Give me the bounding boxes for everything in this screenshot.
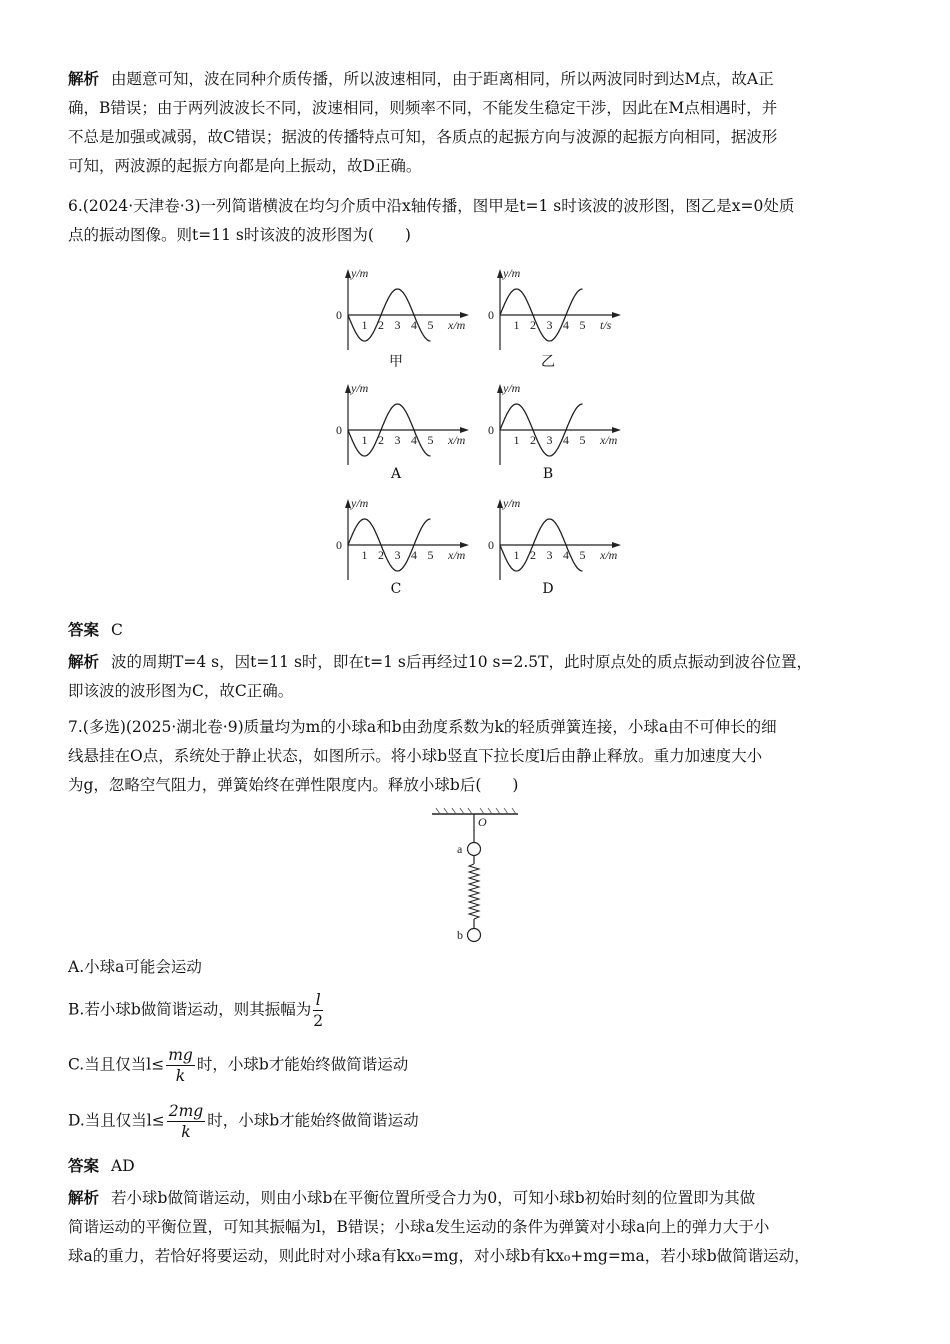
tick-label: 3 xyxy=(394,318,401,332)
q6-analysis xyxy=(68,648,890,706)
y-axis-label: y/m xyxy=(503,496,521,510)
spring-figure-svg xyxy=(430,808,525,948)
option-b xyxy=(68,990,890,1031)
axes xyxy=(348,388,463,465)
point-o-label: O xyxy=(478,815,487,829)
q6-analysis-line: 即该波的波形图为C，故C正确。 xyxy=(68,682,294,700)
x-axis-label: x/m xyxy=(448,548,466,562)
y-axis-label: y/m xyxy=(351,381,369,395)
tick-label: 1 xyxy=(361,433,368,447)
fraction-num: l xyxy=(313,990,323,1011)
origin-label: 0 xyxy=(488,423,494,437)
option-c-text: 时，小球b才能始终做简谐运动 xyxy=(196,1055,409,1074)
wave-graph xyxy=(480,495,630,605)
tick-label: 3 xyxy=(394,433,401,447)
tick-label: 1 xyxy=(513,318,520,332)
q6-answer-value: C xyxy=(111,621,123,639)
x-axis-label: t/s xyxy=(600,318,612,332)
graph-caption: B xyxy=(542,466,554,482)
analysis-label: 解析 xyxy=(68,70,100,88)
tick-label: 4 xyxy=(411,548,417,562)
tick-label: 3 xyxy=(546,433,553,447)
wave-graph xyxy=(480,380,630,490)
tick-label: 2 xyxy=(378,318,384,332)
answer-label: 答案 xyxy=(68,1157,100,1175)
wave-graph xyxy=(328,265,478,375)
q6-stem xyxy=(68,192,890,250)
q5-analysis-line: 确，B错误；由于两列波波长不同，波速相同，则频率不同，不能发生稳定干涉，因此在M点相遇时，并 xyxy=(68,99,778,117)
wave-graph xyxy=(328,380,478,490)
origin-label: 0 xyxy=(488,538,494,552)
q7-analysis-line: 球a的重力，若恰好将要运动，则此时对小球a有kx₀=mg，对小球b有kx₀+mg=ma，若小球b做简谐运动， xyxy=(68,1247,810,1265)
fraction-num: mg xyxy=(168,1046,193,1064)
tick-label: 2 xyxy=(530,548,536,562)
y-axis-label: y/m xyxy=(351,496,369,510)
origin-label: 0 xyxy=(336,423,342,437)
x-axis-label: x/m xyxy=(600,433,618,447)
q5-analysis-line: 由题意可知，波在同种介质传播，所以波速相同，由于距离相同，所以两波同时到达M点，故A正 xyxy=(111,70,774,88)
spring-figure xyxy=(430,808,525,948)
origin-label: 0 xyxy=(488,308,494,322)
tick-label: 4 xyxy=(563,548,569,562)
graph-caption: D xyxy=(542,581,554,597)
axes xyxy=(348,273,463,350)
option-a xyxy=(68,953,890,982)
tick-label: 4 xyxy=(411,318,417,332)
tick-label: 2 xyxy=(378,433,384,447)
option-d-text: 时，小球b才能始终做简谐运动 xyxy=(207,1111,419,1130)
q6-answer xyxy=(68,616,890,645)
tick-label: 1 xyxy=(361,318,368,332)
q5-analysis xyxy=(68,65,890,181)
ball-b xyxy=(468,929,481,942)
tick-label: 5 xyxy=(579,548,586,562)
tick-label: 3 xyxy=(546,318,553,332)
ball-b-label: b xyxy=(457,928,463,942)
option-c-text: C.当且仅当l≤ xyxy=(68,1055,165,1074)
q7-stem-line: 为g，忽略空气阻力，弹簧始终在弹性限度内。释放小球b后( ) xyxy=(68,776,519,794)
q6-stem-line: 6.(2024·天津卷·3)一列简谐横波在均匀介质中沿x轴传播，图甲是t=1 s时该波的波形图，图乙是x=0处质 xyxy=(68,197,795,215)
tick-label: 4 xyxy=(563,433,569,447)
graph-caption: A xyxy=(390,466,402,482)
origin-label: 0 xyxy=(336,308,342,322)
fraction-den: k xyxy=(175,1067,186,1085)
option-b-text: B.若小球b做简谐运动，则其振幅为 xyxy=(68,1000,312,1019)
tick-label: 4 xyxy=(411,433,417,447)
q7-answer-value: AD xyxy=(111,1157,135,1175)
q7-analysis-line: 若小球b做简谐运动，则由小球b在平衡位置所受合力为0，可知小球b初始时刻的位置即为其做 xyxy=(111,1189,756,1207)
tick-label: 2 xyxy=(530,433,536,447)
option-a-text: A.小球a可能会运动 xyxy=(68,958,202,976)
tick-label: 1 xyxy=(361,548,368,562)
x-axis-label: x/m xyxy=(600,548,618,562)
fraction-den: k xyxy=(181,1123,191,1141)
origin-label: 0 xyxy=(336,538,342,552)
q7-stem xyxy=(68,713,890,800)
axes xyxy=(500,503,615,580)
fraction-num: 2mg xyxy=(168,1102,204,1120)
q5-analysis-line: 可知，两波源的起振方向都是向上振动，故D正确。 xyxy=(68,157,422,175)
analysis-label: 解析 xyxy=(68,1189,100,1207)
tick-label: 4 xyxy=(563,318,569,332)
x-axis-label: x/m xyxy=(448,318,466,332)
fraction xyxy=(313,990,323,1031)
q7-analysis xyxy=(68,1184,890,1271)
option-d-text: D.当且仅当l≤ xyxy=(68,1111,165,1130)
tick-label: 3 xyxy=(394,548,401,562)
tick-label: 5 xyxy=(427,318,434,332)
y-axis-label: y/m xyxy=(503,381,521,395)
q7-analysis-line: 简谐运动的平衡位置，可知其振幅为l，B错误；小球a发生运动的条件为弹簧对小球a向上的弹力大于小 xyxy=(68,1218,770,1236)
analysis-label: 解析 xyxy=(68,653,100,671)
q7-stem-line: 7.(多选)(2025·湖北卷·9)质量均为m的小球a和b由劲度系数为k的轻质弹簧连接，小球a由不可伸长的细 xyxy=(68,718,777,736)
wave-graph xyxy=(328,495,478,605)
q5-analysis-line: 不总是加强或减弱，故C错误；据波的传播特点可知，各质点的起振方向与波源的起振方向相同，据波形 xyxy=(68,128,778,146)
tick-label: 1 xyxy=(513,548,520,562)
y-axis-label: y/m xyxy=(351,266,369,280)
q6-analysis-line: 波的周期T=4 s，因t=11 s时，即在t=1 s后再经过10 s=2.5T，此时原点处的质点振动到波谷位置， xyxy=(111,653,812,671)
tick-label: 3 xyxy=(546,548,553,562)
option-d xyxy=(68,1101,890,1142)
y-axis-label: y/m xyxy=(503,266,521,280)
graph-caption: C xyxy=(390,581,402,597)
graph-caption: 甲 xyxy=(389,354,403,370)
fraction xyxy=(166,1045,195,1086)
ball-a-label: a xyxy=(457,842,463,856)
q6-stem-line: 点的振动图像。则t=11 s时该波的波形图为( ) xyxy=(68,226,411,244)
tick-label: 2 xyxy=(530,318,536,332)
ball-a xyxy=(468,843,481,856)
q7-answer xyxy=(68,1152,890,1181)
fraction-den: 2 xyxy=(313,1012,324,1030)
answer-label: 答案 xyxy=(68,621,100,639)
tick-label: 2 xyxy=(378,548,384,562)
tick-label: 5 xyxy=(427,548,434,562)
option-c xyxy=(68,1045,890,1086)
fraction xyxy=(167,1101,205,1142)
tick-label: 1 xyxy=(513,433,520,447)
graph-caption: 乙 xyxy=(541,354,555,370)
spring xyxy=(469,864,479,919)
q7-stem-line: 线悬挂在O点，系统处于静止状态，如图所示。将小球b竖直下拉长度l后由静止释放。重力加速度大小 xyxy=(68,747,763,765)
tick-label: 5 xyxy=(427,433,434,447)
axes xyxy=(348,503,463,580)
tick-label: 5 xyxy=(579,433,586,447)
x-axis-label: x/m xyxy=(448,433,466,447)
axes xyxy=(500,273,615,350)
axes xyxy=(500,388,615,465)
tick-label: 5 xyxy=(579,318,586,332)
wave-graph xyxy=(480,265,630,375)
